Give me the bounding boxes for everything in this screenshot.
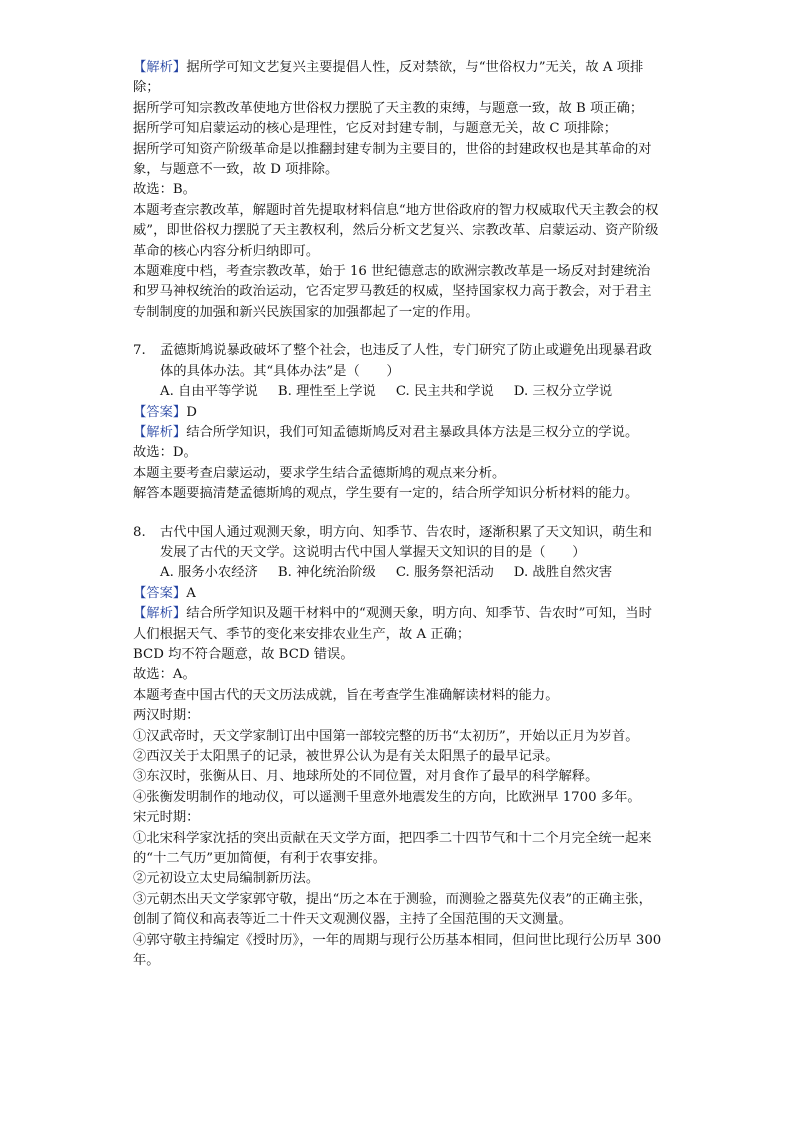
- q6-line: 本题难度中档，考查宗教改革，始于 16 世纪德意志的欧洲宗教改革是一场反对封建统治和罗马神权统治的政治运动，它否定罗马教廷的权威，坚持国家权力高于教会，对于君主专制制度的加强和新兴民族国家的加强都起了一定的作用。: [133, 264, 652, 320]
- option-b: B. 理性至上学说: [277, 384, 376, 400]
- q7-line: 本题主要考查启蒙运动，要求学生结合孟德斯鸠的观点来分析。: [133, 465, 506, 481]
- q6-line: 本题考查宗教改革，解题时首先提取材料信息“地方世俗政府的智力权威取代天主教会的权威”，即世俗权力摆脱了天主教权利，然后分析文艺复兴、宗教改革、启蒙运动、资产阶级革命的核心内容分析归纳即可。: [133, 202, 659, 259]
- answer-tag: 【答案】: [133, 404, 187, 420]
- q7-answer: 【答案】D: [133, 404, 197, 420]
- q7-line: 解答本题要搞清楚孟德斯鸠的观点，学生要有一定的，结合所学知识分析材料的能力。: [133, 486, 639, 502]
- question-text: 古代中国人通过观测天象，明方向、知季节、告农时，逐渐积累了天文知识，萌生和发展了古代的天文学。这说明古代中国人掌握天文知识的目的是（ ）: [160, 524, 652, 560]
- question-text: 孟德斯鸠说暴政破坏了整个社会，也违反了人性，专门研究了防止或避免出现暴君政体的具体办法。其“具体办法”是（ ）: [160, 343, 652, 379]
- q6-line: 据所学可知启蒙运动的核心是理性，它反对封建专制，与题意无关，故 C 项排除；: [133, 121, 618, 137]
- option-c: C. 民主共和学说: [395, 384, 494, 400]
- q8-line: ①汉武帝时，天文学家制订出中国第一部较完整的历书“太初历”，开始以正月为岁首。: [133, 728, 639, 744]
- q8-line: BCD 均不符合题意，故 BCD 错误。: [133, 646, 354, 662]
- q8-line: ④郭守敬主持编定《授时历》，一年的周期与现行公历基本相同，但问世比现行公历早 300 年。: [133, 932, 662, 969]
- option-a: A. 服务小农经济: [160, 565, 258, 581]
- q7-options: [133, 382, 663, 402]
- q6-line: 故选：B。: [133, 182, 196, 198]
- q8-options: [133, 563, 663, 583]
- q6-line: 据所学可知资产阶级革命是以推翻封建专制为主要目的，世俗的封建政权也是其革命的对象，与题意不一致，故 D 项排除。: [133, 141, 652, 178]
- option-c: C. 服务祭祀活动: [395, 565, 494, 581]
- option-b: B. 神化统治阶级: [277, 565, 376, 581]
- answer-tag: 【答案】: [133, 585, 187, 601]
- q8-line: ④张衡发明制作的地动仪，可以遥测千里意外地震发生的方向，比欧洲早 1700 多年。: [133, 789, 641, 805]
- q7-line: 故选：D。: [133, 445, 197, 461]
- option-d: D. 三权分立学说: [513, 384, 613, 400]
- option-a: A. 自由平等学说: [160, 384, 258, 400]
- q8-line: 故选：A。: [133, 667, 196, 683]
- q8-line: ②元初设立太史局编制新历法。: [133, 871, 320, 887]
- q8-line: 本题考查中国古代的天文历法成就，旨在考查学生准确解读材料的能力。: [133, 687, 559, 703]
- q7-stem: [133, 341, 663, 382]
- analysis-tag: 【解析】: [133, 606, 187, 622]
- q8-line: ③元朝杰出天文学家郭守敬，提出“历之本在于测验，而测验之器莫先仪表”的正确主张，创制了简仪和高表等近二十件天文观测仪器，主持了全国范围的天文测量。: [133, 891, 652, 928]
- q8-answer: 【答案】A: [133, 585, 196, 601]
- q8-line: ②西汉关于太阳黑子的记录，被世界公认为是有关太阳黑子的最早记录。: [133, 749, 559, 764]
- q8-line: ①北宋科学家沈括的突出贡献在天文学方面，把四季二十四节气和十二个月完全统一起来的“十二气历”更加简便，有利于农事安排。: [133, 830, 652, 867]
- q6-analysis: 【解析】据所学可知文艺复兴主要提倡人性，反对禁欲，与“世俗权力”无关，故 A 项排除；: [133, 60, 644, 96]
- q8-stem: [133, 523, 663, 564]
- q8-line: 两汉时期：: [133, 708, 200, 724]
- q6-line: 据所学可知宗教改革使地方世俗权力摆脱了天主教的束缚，与题意一致，故 B 项正确；: [133, 100, 644, 116]
- question-number: 7.: [133, 343, 146, 359]
- analysis-tag: 【解析】: [133, 424, 187, 440]
- option-d: D. 战胜自然灾害: [513, 565, 613, 581]
- q8-line: 宋元时期：: [133, 810, 200, 826]
- analysis-tag: 【解析】: [133, 60, 187, 75]
- q8-line: ③东汉时，张衡从日、月、地球所处的不同位置，对月食作了最早的科学解释。: [133, 769, 599, 785]
- q7-analysis: 【解析】结合所学知识，我们可知孟德斯鸠反对君主暴政具体方法是三权分立的学说。: [133, 424, 639, 440]
- q8-analysis: 【解析】结合所学知识及题干材料中的“观测天象，明方向、知季节、告农时”可知，当时人们根据天气、季节的变化来安排农业生产，故 A 正确；: [133, 606, 652, 642]
- question-number: 8.: [133, 524, 146, 540]
- document-page: [133, 58, 663, 971]
